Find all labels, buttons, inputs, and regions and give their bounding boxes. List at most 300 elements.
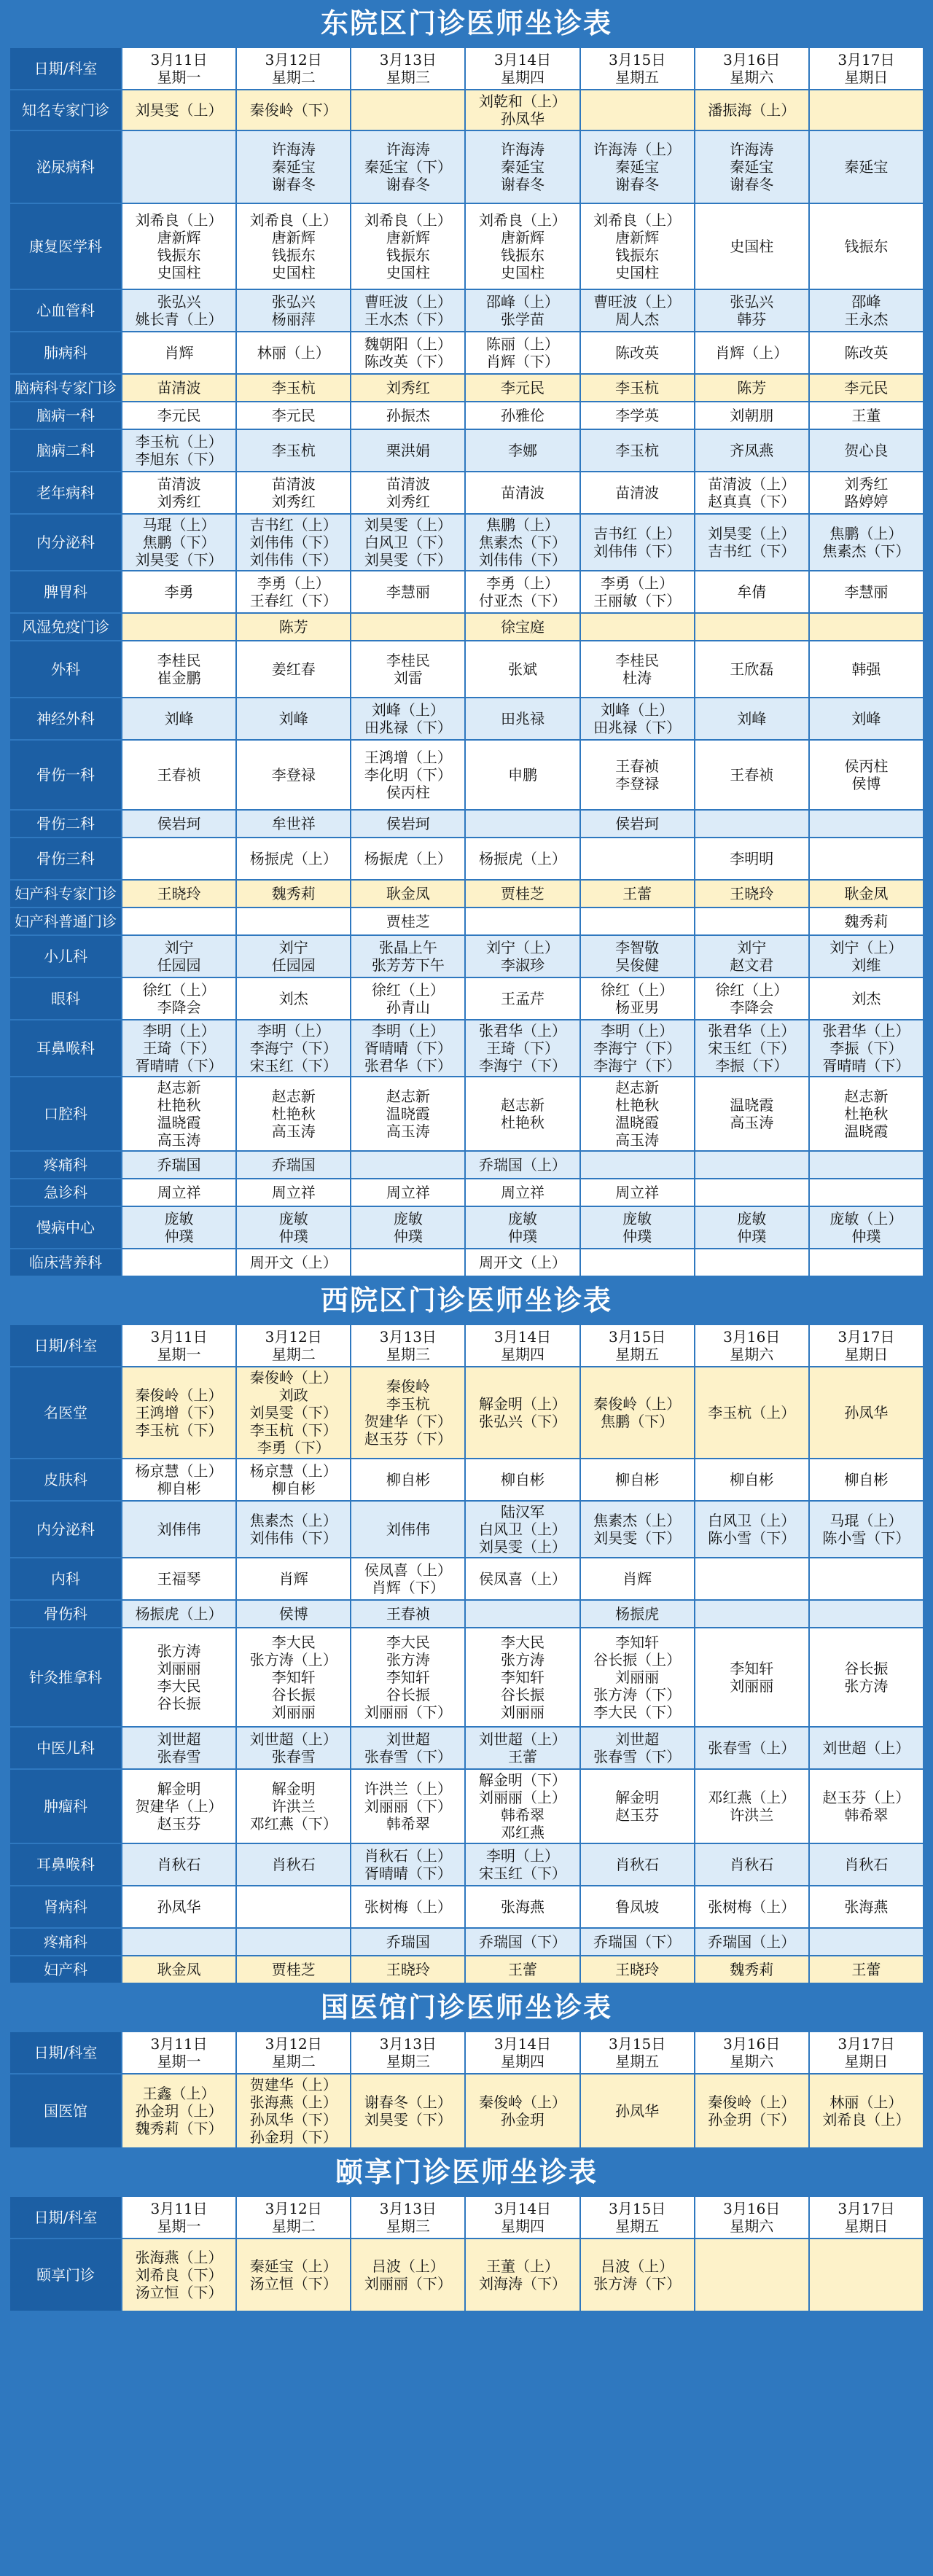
doctor-cell (351, 203, 465, 289)
doctor-cell (236, 472, 351, 514)
doctor-name: 钱振东 (500, 246, 544, 264)
department-name: 妇产科 (9, 1956, 122, 1983)
doctor-cell (351, 935, 465, 977)
doctor-name: 张春雪 (157, 1748, 201, 1765)
doctor-cell (580, 1600, 695, 1628)
doctor-name: 李大民 (500, 1634, 544, 1651)
department-name: 妇产科普通门诊 (9, 908, 122, 935)
doctor-name: 张方涛（下） (593, 2275, 682, 2292)
doctor-name: 陈芳 (278, 618, 308, 636)
doctor-name: 张树梅（上） (364, 1898, 452, 1916)
doctor-cell (465, 613, 579, 641)
doctor-name: 仲璞 (622, 1227, 652, 1245)
doctor-name: 任园园 (157, 956, 201, 974)
doctor-name: 谷长振 (844, 1660, 889, 1677)
doctor-cell (465, 740, 579, 810)
doctor-name: 苗清波 (386, 475, 430, 493)
doctor-cell (695, 203, 809, 289)
doctor-cell (236, 374, 351, 402)
doctor-name: 李元民 (844, 379, 889, 397)
doctor-name: 李元民 (157, 407, 201, 424)
doctor-cell (465, 1727, 579, 1769)
doctor-name: 刘秀红 (386, 379, 430, 397)
doctor-cell (695, 1179, 809, 1206)
doctor-name: 李智敬 (615, 939, 660, 956)
doctor-name: 孙青山 (386, 999, 430, 1016)
doctor-name: 刘丽丽（下） (364, 2275, 452, 2292)
doctor-name: 李大民 (157, 1677, 201, 1695)
doctor-cell (351, 571, 465, 613)
schedule-row (9, 1151, 924, 1179)
doctor-name: 孙凤华 (157, 1898, 201, 1916)
doctor-name: 高玉涛 (271, 1123, 316, 1140)
doctor-name: 张君华（上） (478, 1022, 566, 1039)
doctor-cell (580, 402, 695, 429)
doctor-name: 杨振虎（上） (135, 1605, 223, 1623)
doctor-cell (122, 1928, 236, 1956)
doctor-cell (351, 698, 465, 740)
doctor-name: 刘宁 (737, 939, 767, 956)
doctor-cell (580, 289, 695, 332)
doctor-cell (809, 935, 924, 977)
department-name: 颐享门诊 (9, 2239, 122, 2311)
doctor-cell (580, 698, 695, 740)
doctor-name: 张春雪 (271, 1748, 316, 1765)
schedule-row (9, 641, 924, 698)
doctor-cell (580, 571, 695, 613)
doctor-cell (809, 740, 924, 810)
doctor-name: 秦俊岭（上） (249, 1369, 337, 1386)
day-date: 3月15日 (609, 2200, 666, 2217)
doctor-cell (122, 935, 236, 977)
doctor-name: 肖辉 (164, 344, 194, 362)
doctor-name: 吉书红（下） (708, 542, 796, 560)
doctor-cell (465, 977, 579, 1020)
doctor-name: 王琦（下） (142, 1039, 216, 1057)
doctor-name: 杜涛 (622, 669, 652, 687)
doctor-cell (236, 289, 351, 332)
department-name: 急诊科 (9, 1179, 122, 1206)
doctor-name: 王董 (851, 407, 881, 424)
doctor-cell (809, 1020, 924, 1077)
doctor-cell (809, 1928, 924, 1956)
doctor-name: 杜艳秋 (157, 1096, 201, 1114)
doctor-name: 李玉杭（下） (249, 1421, 337, 1439)
doctor-name: 马琨（上） (142, 516, 216, 534)
schedule-table (9, 2031, 924, 2149)
doctor-cell (580, 2239, 695, 2311)
doctor-cell (465, 90, 579, 130)
doctor-name: 许海涛 (500, 141, 544, 158)
day-date: 3月14日 (493, 2200, 552, 2217)
doctor-cell (809, 810, 924, 838)
doctor-cell (580, 880, 695, 908)
doctor-cell (809, 1628, 924, 1727)
doctor-cell (122, 1367, 236, 1459)
doctor-cell (122, 2074, 236, 2148)
doctor-cell (695, 613, 809, 641)
doctor-name: 李海宁（下） (593, 1039, 682, 1057)
doctor-name: 侯岩珂 (157, 815, 201, 832)
doctor-cell (351, 1769, 465, 1843)
day-weekday: 星期二 (271, 1346, 316, 1363)
doctor-cell (695, 2239, 809, 2311)
doctor-name: 张春雪（上） (708, 1739, 796, 1757)
day-header (695, 2196, 809, 2239)
doctor-name: 李玉杭 (615, 379, 660, 397)
doctor-name: 韩希翠 (844, 1806, 889, 1824)
doctor-name: 田兆禄（下） (364, 719, 452, 736)
doctor-cell (236, 1459, 351, 1501)
doctor-cell (351, 1367, 465, 1459)
department-name: 针灸推拿科 (9, 1628, 122, 1727)
doctor-name: 李海宁（下） (478, 1057, 566, 1074)
day-weekday: 星期二 (271, 2217, 316, 2235)
doctor-cell (580, 935, 695, 977)
department-name: 外科 (9, 641, 122, 698)
doctor-name: 刘世超（上） (822, 1739, 910, 1757)
doctor-name: 柳自彬 (615, 1471, 660, 1488)
doctor-cell (236, 1600, 351, 1628)
doctor-name: 牟世祥 (271, 815, 316, 832)
doctor-name: 刘希良（上） (593, 211, 682, 229)
doctor-name: 李登禄 (615, 775, 660, 792)
department-name: 小儿科 (9, 935, 122, 977)
doctor-name: 王琦（下） (485, 1039, 559, 1057)
doctor-cell (695, 641, 809, 698)
doctor-cell (122, 908, 236, 935)
doctor-name: 李知轩 (500, 1668, 544, 1686)
schedule-row (9, 740, 924, 810)
department-name: 知名专家门诊 (9, 90, 122, 130)
doctor-name: 王永杰 (844, 311, 889, 328)
doctor-cell (695, 1206, 809, 1249)
doctor-name: 肖辉 (278, 1570, 308, 1588)
doctor-cell (580, 1249, 695, 1276)
doctor-cell (351, 90, 465, 130)
doctor-cell (695, 130, 809, 203)
doctor-name: 刘丽丽 (500, 1703, 544, 1721)
doctor-name: 解金明 (157, 1780, 201, 1798)
doctor-name: 贺建华（上） (249, 2076, 337, 2093)
schedule-row (9, 1886, 924, 1928)
doctor-name: 杨亚男 (615, 999, 660, 1016)
day-weekday: 星期六 (730, 1346, 774, 1363)
doctor-cell (465, 641, 579, 698)
doctor-cell (236, 571, 351, 613)
doctor-name: 肖秋石 (730, 1856, 774, 1873)
doctor-name: 史国柱 (386, 264, 430, 281)
doctor-cell (122, 977, 236, 1020)
doctor-name: 贺建华（上） (135, 1798, 223, 1815)
day-header (351, 2196, 465, 2239)
doctor-name: 王春祯 (615, 757, 660, 775)
schedule-table (9, 47, 924, 1277)
doctor-name: 路婷婷 (844, 493, 889, 510)
doctor-cell (580, 90, 695, 130)
doctor-name: 汤立恒（下） (135, 2284, 223, 2301)
day-weekday: 星期四 (500, 1346, 544, 1363)
doctor-cell (465, 1367, 579, 1459)
doctor-cell (580, 130, 695, 203)
doctor-cell (236, 935, 351, 977)
doctor-name: 李知轩 (615, 1634, 660, 1651)
doctor-cell (122, 1179, 236, 1206)
doctor-cell (465, 1886, 579, 1928)
day-weekday: 星期三 (386, 2053, 430, 2070)
day-header (351, 2031, 465, 2074)
doctor-cell (465, 1151, 579, 1179)
schedule-row (9, 908, 924, 935)
doctor-cell (236, 698, 351, 740)
doctor-name: 刘昊雯（下） (364, 2111, 452, 2128)
doctor-name: 李勇（上） (485, 574, 559, 592)
day-header (465, 1324, 579, 1367)
doctor-name: 杜艳秋 (271, 1105, 316, 1123)
doctor-cell (809, 374, 924, 402)
doctor-name: 史国柱 (615, 264, 660, 281)
doctor-cell (580, 1020, 695, 1077)
doctor-name: 庞敏（上） (829, 1210, 903, 1227)
doctor-cell (122, 374, 236, 402)
doctor-name: 肖秋石 (615, 1856, 660, 1873)
doctor-name: 秦延宝（下） (364, 158, 452, 176)
doctor-name: 赵真真（下） (708, 493, 796, 510)
doctor-name: 李玉杭 (271, 379, 316, 397)
doctor-name: 解金明（上） (478, 1395, 566, 1413)
doctor-name: 李玉杭 (615, 442, 660, 459)
doctor-cell (809, 1501, 924, 1558)
doctor-cell (809, 977, 924, 1020)
doctor-cell (122, 402, 236, 429)
doctor-cell (809, 1886, 924, 1928)
doctor-name: 焦素杰（下） (822, 542, 910, 560)
doctor-cell (695, 908, 809, 935)
doctor-name: 刘昊雯（上） (135, 101, 223, 119)
doctor-name: 钱振东 (157, 246, 201, 264)
schedule-row (9, 1558, 924, 1600)
doctor-cell (465, 1077, 579, 1151)
day-weekday: 星期四 (500, 69, 544, 86)
doctor-name: 李桂民 (386, 652, 430, 669)
doctor-name: 王蕾 (507, 1748, 537, 1765)
schedule-table (9, 2196, 924, 2312)
doctor-name: 吕波（上） (601, 2257, 674, 2275)
doctor-name: 秦俊岭（上） (593, 1395, 682, 1413)
doctor-cell (122, 1886, 236, 1928)
doctor-name: 张君华（下） (364, 1057, 452, 1074)
doctor-cell (695, 698, 809, 740)
doctor-cell (351, 1077, 465, 1151)
doctor-cell (809, 1956, 924, 1983)
doctor-name: 肖秋石 (271, 1856, 316, 1873)
doctor-name: 齐凤燕 (730, 442, 774, 459)
day-date: 3月17日 (838, 2200, 895, 2217)
department-name: 眼科 (9, 977, 122, 1020)
doctor-name: 孙雅伦 (500, 407, 544, 424)
doctor-cell (122, 289, 236, 332)
doctor-name: 吉书红（上） (593, 525, 682, 542)
department-name: 内分泌科 (9, 1501, 122, 1558)
doctor-cell (465, 810, 579, 838)
schedule-table (9, 1324, 924, 1984)
doctor-cell (809, 613, 924, 641)
doctor-cell (122, 1769, 236, 1843)
day-weekday: 星期四 (500, 2217, 544, 2235)
doctor-name: 王晓玲 (615, 1961, 660, 1978)
doctor-cell (236, 977, 351, 1020)
doctor-name: 刘昊雯（下） (249, 1404, 337, 1421)
doctor-cell (236, 1179, 351, 1206)
day-date: 3月12日 (265, 51, 322, 69)
doctor-name: 唐新辉 (157, 229, 201, 246)
day-weekday: 星期五 (615, 69, 660, 86)
doctor-name: 孙金玥（上） (135, 2102, 223, 2120)
department-name: 骨伤二科 (9, 810, 122, 838)
doctor-name: 秦延宝 (844, 158, 889, 176)
doctor-name: 张弘兴 (157, 293, 201, 311)
doctor-name: 刘峰 (851, 710, 881, 727)
doctor-name: 吕波（上） (371, 2257, 445, 2275)
schedule-row (9, 1249, 924, 1276)
doctor-name: 刘丽丽 (157, 1660, 201, 1677)
department-name: 肿瘤科 (9, 1769, 122, 1843)
doctor-cell (809, 1600, 924, 1628)
doctor-name: 王晓玲 (386, 1961, 430, 1978)
doctor-cell (580, 332, 695, 374)
day-header (580, 2196, 695, 2239)
doctor-cell (236, 130, 351, 203)
doctor-name: 钱振东 (386, 246, 430, 264)
doctor-name: 庞敏 (507, 1210, 537, 1227)
doctor-name: 杨振虎（上） (249, 850, 337, 867)
doctor-cell (580, 1727, 695, 1769)
doctor-name: 侯凤喜（上） (478, 1570, 566, 1588)
doctor-name: 秦俊岭（上） (478, 2093, 566, 2111)
doctor-name: 李玉杭（上） (708, 1404, 796, 1421)
doctor-name: 谢春冬（上） (364, 2093, 452, 2111)
doctor-cell (351, 1600, 465, 1628)
day-header (580, 1324, 695, 1367)
doctor-cell (465, 130, 579, 203)
doctor-cell (122, 1249, 236, 1276)
day-weekday: 星期六 (730, 2217, 774, 2235)
doctor-cell (351, 1843, 465, 1886)
doctor-cell (695, 1956, 809, 1983)
section-title: 颐享门诊医师坐诊表 (335, 2156, 598, 2188)
doctor-cell (236, 1501, 351, 1558)
doctor-cell (351, 1628, 465, 1727)
doctor-name: 刘宁 (164, 939, 194, 956)
doctor-cell (122, 1459, 236, 1501)
doctor-cell (465, 1501, 579, 1558)
doctor-cell (351, 514, 465, 571)
doctor-cell (809, 1151, 924, 1179)
doctor-name: 高玉涛 (730, 1114, 774, 1131)
doctor-cell (236, 203, 351, 289)
department-name: 骨伤三科 (9, 838, 122, 880)
doctor-name: 徐红（上） (371, 981, 445, 999)
doctor-cell (465, 429, 579, 472)
doctor-cell (465, 1843, 579, 1886)
doctor-name: 刘峰（上） (601, 701, 674, 719)
doctor-cell (351, 374, 465, 402)
doctor-name: 赵志新 (386, 1088, 430, 1105)
doctor-cell (465, 1628, 579, 1727)
doctor-cell (236, 1628, 351, 1727)
doctor-name: 赵玉芬（上） (822, 1789, 910, 1806)
doctor-cell (695, 1151, 809, 1179)
schedule-row (9, 1459, 924, 1501)
doctor-cell (236, 1367, 351, 1459)
doctor-name: 李慧丽 (844, 583, 889, 601)
doctor-cell (695, 1020, 809, 1077)
doctor-name: 徐红（上） (715, 981, 789, 999)
doctor-name: 柳自彬 (844, 1471, 889, 1488)
doctor-name: 任园园 (271, 956, 316, 974)
doctor-cell (695, 1558, 809, 1600)
doctor-name: 汤立恒（下） (249, 2275, 337, 2292)
doctor-name: 秦延宝 (500, 158, 544, 176)
doctor-name: 马琨（上） (829, 1512, 903, 1529)
day-date: 3月12日 (265, 2200, 322, 2217)
doctor-cell (465, 838, 579, 880)
doctor-cell (122, 698, 236, 740)
doctor-cell (236, 1077, 351, 1151)
doctor-cell (695, 1459, 809, 1501)
doctor-name: 白风卫（上） (708, 1512, 796, 1529)
department-name: 心血管科 (9, 289, 122, 332)
doctor-name: 刘丽丽 (615, 1668, 660, 1686)
doctor-cell (122, 1600, 236, 1628)
department-name: 口腔科 (9, 1077, 122, 1151)
doctor-name: 魏秀莉 (271, 885, 316, 902)
doctor-name: 申鹏 (507, 766, 537, 784)
schedule-row (9, 472, 924, 514)
doctor-name: 仲璞 (278, 1227, 308, 1245)
doctor-name: 邓红燕（上） (708, 1789, 796, 1806)
doctor-name: 林丽（上） (829, 2093, 903, 2111)
doctor-name: 乔瑞国（下） (478, 1933, 566, 1951)
doctor-cell (465, 402, 579, 429)
doctor-name: 焦素杰（上） (593, 1512, 682, 1529)
day-weekday: 星期一 (157, 2053, 201, 2070)
doctor-name: 徐红（上） (601, 981, 674, 999)
doctor-cell (695, 1727, 809, 1769)
doctor-cell (351, 1020, 465, 1077)
doctor-name: 焦鹏（上） (485, 516, 559, 534)
doctor-name: 韩强 (851, 660, 881, 678)
doctor-cell (351, 1886, 465, 1928)
doctor-name: 史国柱 (500, 264, 544, 281)
doctor-name: 李学英 (615, 407, 660, 424)
doctor-name: 谷长振 (157, 1695, 201, 1712)
doctor-cell (809, 571, 924, 613)
doctor-name: 周开文（上） (249, 1254, 337, 1271)
schedule-section (9, 1984, 924, 2149)
doctor-cell (695, 1843, 809, 1886)
doctor-name: 谷长振 (386, 1686, 430, 1703)
department-name: 肺病科 (9, 332, 122, 374)
day-weekday: 星期二 (271, 2053, 316, 2070)
doctor-name: 秦俊岭（上） (135, 1386, 223, 1404)
doctor-cell (809, 1459, 924, 1501)
department-name: 国医馆 (9, 2074, 122, 2148)
doctor-name: 刘朝朋 (730, 407, 774, 424)
doctor-name: 魏秀莉 (730, 1961, 774, 1978)
schedule-section (9, 2149, 924, 2312)
doctor-name: 孙金玥（下） (249, 2128, 337, 2146)
